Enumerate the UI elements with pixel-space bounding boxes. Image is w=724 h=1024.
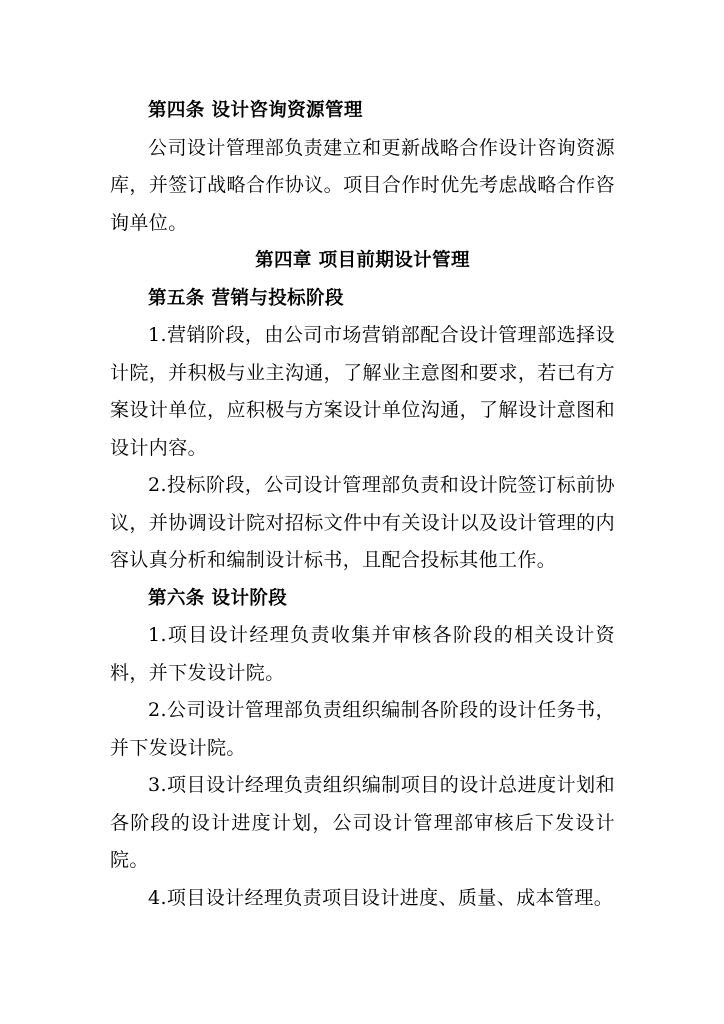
- article-6-item-3: 3.项目设计经理负责组织编制项目的设计总进度计划和各阶段的设计进度计划，公司设计管理部审核后下发设计院。: [110, 774, 615, 871]
- article-4-paragraph: 公司设计管理部负责建立和更新战略合作设计咨询资源库，并签订战略合作协议。项目合作时优先考虑战略合作咨询单位。: [110, 136, 615, 234]
- article-4-heading: 第四条 设计咨询资源管理: [148, 100, 363, 121]
- article-6-item-4: 4.项目设计经理负责项目设计进度、质量、成本管理。: [148, 886, 614, 909]
- article-6-item-2: 2.公司设计管理部负责组织编制各阶段的设计任务书，并下发设计院。: [110, 699, 615, 759]
- article-5-item-1: 1.营销阶段，由公司市场营销部配合设计管理部选择设计院，并积极与业主沟通，了解业主意图和要求，若已有方案设计单位，应积极与方案设计单位沟通，了解设计意图和设计内容。: [110, 324, 615, 459]
- article-6-heading: 第六条 设计阶段: [148, 587, 288, 609]
- article-5-item-2: 2.投标阶段，公司设计管理部负责和设计院签订标前协议，并协调设计院对招标文件中有关设计以及设计管理的内容认真分析和编制设计标书，且配合投标其他工作。: [110, 474, 615, 571]
- document-body: [110, 92, 615, 917]
- article-6-item-1: 1.项目设计经理负责收集并审核各阶段的相关设计资料，并下发设计院。: [110, 624, 615, 684]
- chapter-4-heading: 第四章 项目前期设计管理: [255, 250, 470, 271]
- article-5-heading: 第五条 营销与投标阶段: [148, 287, 344, 309]
